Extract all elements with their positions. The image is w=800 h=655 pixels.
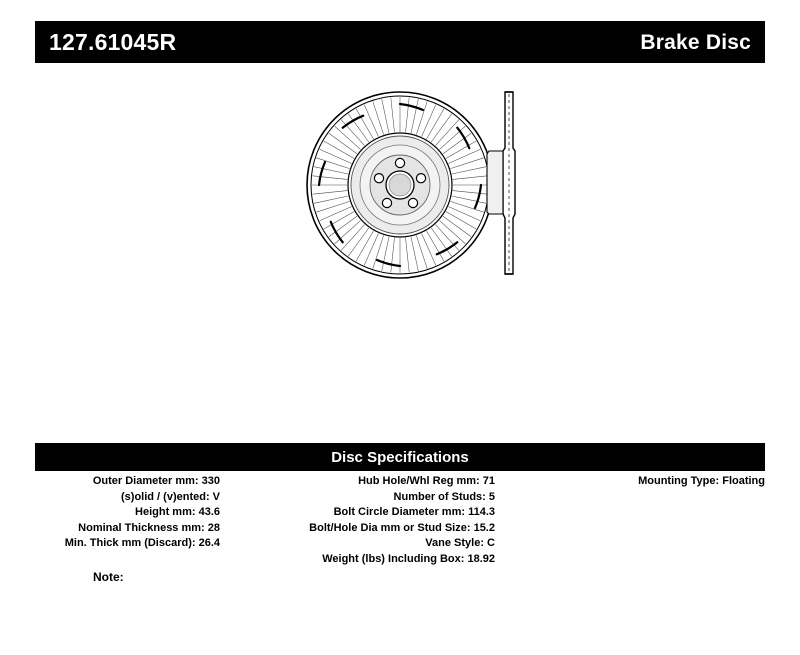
spec-columns [35, 474, 765, 584]
brake-rotor-side-view [475, 88, 545, 283]
spec-column-middle [230, 474, 495, 568]
spec-item: Number of Studs: 5 [393, 490, 495, 503]
header-bar [35, 21, 765, 63]
spec-title-bar [35, 443, 765, 471]
spec-item: Height mm: 43.6 [135, 506, 220, 519]
spec-item: Outer Diameter mm: 330 [92, 475, 220, 487]
spec-item: Weight (lbs) Including Box: 18.92 [322, 552, 495, 565]
brake-rotor-front-view [305, 90, 495, 285]
spec-column-left [35, 474, 220, 552]
spec-item: Min. Thick mm (Discard): 26.4 [64, 537, 220, 550]
spec-column-right [515, 474, 765, 490]
spec-item: Hub Hole/Whl Reg mm: 71 [358, 475, 495, 487]
spec-item: Bolt/Hole Dia mm or Stud Size: 15.2 [309, 521, 495, 534]
spec-item: Bolt Circle Diameter mm: 114.3 [333, 506, 495, 519]
spec-title: Disc Specifications [331, 448, 469, 466]
product-type-label: Brake Disc [640, 30, 751, 54]
spec-item: Mounting Type: Floating [638, 475, 765, 487]
spec-item: Vane Style: C [425, 537, 495, 550]
product-illustration [35, 80, 765, 410]
note-label: Note: [93, 570, 124, 584]
spec-item: (s)olid / (v)ented: V [121, 490, 220, 503]
part-number: 127.61045R [49, 28, 177, 55]
spec-item: Nominal Thickness mm: 28 [78, 521, 220, 534]
